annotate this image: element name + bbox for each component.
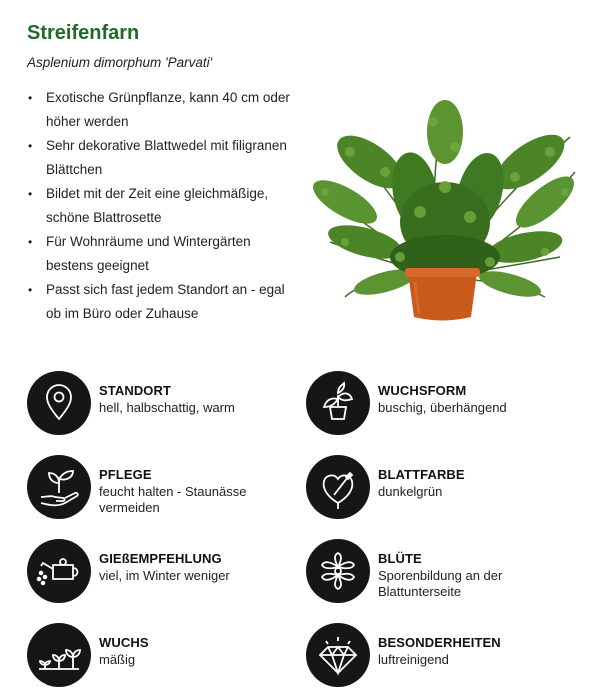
feature-bluete <box>306 539 576 609</box>
feature-title: STANDORT <box>99 383 172 398</box>
feature-bullet-list <box>27 86 297 326</box>
feature-wuchs <box>27 623 297 693</box>
feature-pflege <box>27 455 297 525</box>
bullet-item: • Sehr dekorative Blattwedel mit filigranen Blättchen <box>27 134 297 182</box>
feature-besonderheiten <box>306 623 576 693</box>
bullet-item: • Für Wohnräume und Wintergärten bestens geeignet <box>27 230 297 278</box>
feature-wuchsform <box>306 371 576 441</box>
bullet-item: • Passt sich fast jedem Standort an - egal ob im Büro oder Zuhause <box>27 278 297 326</box>
bullet-item: • Bildet mit der Zeit eine gleichmäßige, schöne Blattrosette <box>27 182 297 230</box>
feature-title: BESONDERHEITEN <box>378 635 501 650</box>
feature-title: WUCHSFORM <box>378 383 467 398</box>
feature-value: Sporenbildung an der Blattunterseite <box>378 568 503 599</box>
bullet-item: • Exotische Grünpflanze, kann 40 cm oder höher werden <box>27 86 297 134</box>
growth-seedlings-icon <box>27 623 91 687</box>
feature-value: luftreinigend <box>378 652 449 667</box>
feature-value: mäßig <box>99 652 136 667</box>
watering-can-icon <box>27 539 91 603</box>
feature-standort <box>27 371 297 441</box>
botanical-name: Asplenium dimorphum 'Parvati' <box>27 55 213 70</box>
feature-value: viel, im Winter weniger <box>99 568 230 583</box>
feature-value: buschig, überhängend <box>378 400 507 415</box>
leaf-color-icon <box>306 455 370 519</box>
flower-icon <box>306 539 370 603</box>
feature-title: BLÜTE <box>378 551 422 566</box>
feature-value: feucht halten - Staunässe vermeiden <box>99 484 247 515</box>
location-pin-icon <box>27 371 91 435</box>
feature-title: PFLEGE <box>99 467 152 482</box>
diamond-icon <box>306 623 370 687</box>
feature-value: hell, halbschattig, warm <box>99 400 235 415</box>
feature-title: GIEßEMPFEHLUNG <box>99 551 222 566</box>
plant-pot <box>405 268 480 321</box>
hand-seedling-icon <box>27 455 91 519</box>
fern-plant-image <box>305 92 580 327</box>
page-title: Streifenfarn <box>27 22 140 44</box>
feature-title: WUCHS <box>99 635 149 650</box>
feature-blattfarbe <box>306 455 576 525</box>
feature-title: BLATTFARBE <box>378 467 465 482</box>
feature-value: dunkelgrün <box>378 484 443 499</box>
potted-plant-icon <box>306 371 370 435</box>
feature-giessempfehlung <box>27 539 297 609</box>
